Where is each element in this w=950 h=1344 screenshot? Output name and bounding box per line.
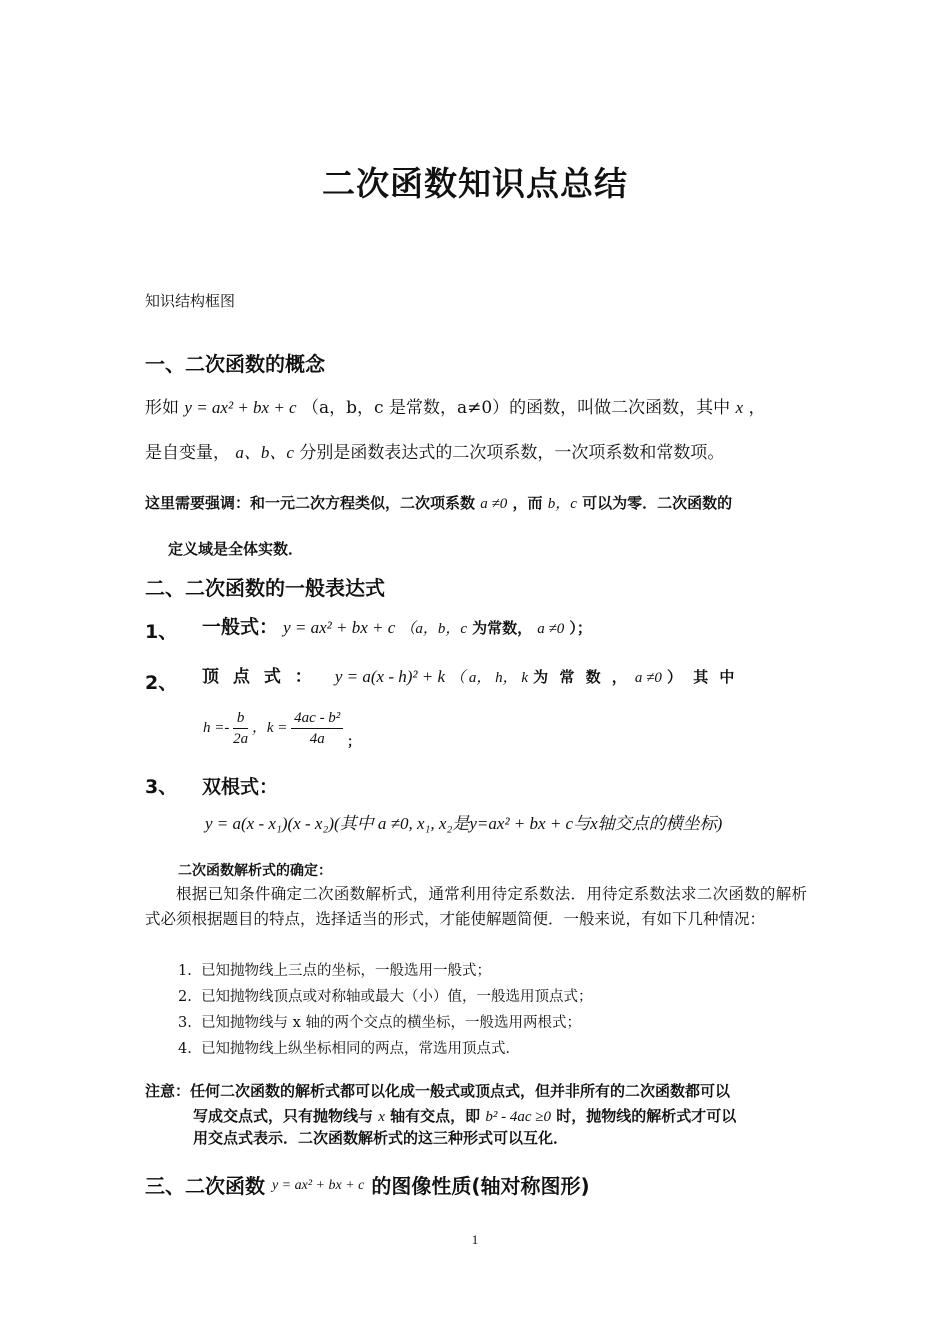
k-numerator: 4ac - b²	[291, 708, 343, 729]
determination-heading: 二次函数解析式的确定：	[178, 863, 332, 879]
item-vars: （ a， h， k	[450, 670, 529, 686]
list-number: 3.	[178, 1015, 192, 1031]
emphasis-note-line-2: 定义域是全体实数．	[168, 540, 304, 558]
var-x: x	[378, 1109, 385, 1125]
item-number: 2、	[145, 672, 178, 694]
list-item	[178, 1010, 593, 1036]
notice-label: 注意：	[145, 1082, 191, 1100]
item-label: 一般式：	[202, 616, 279, 638]
text: ） 其 中	[666, 668, 738, 686]
determination-paragraph: 根据已知条件确定二次函数解析式，通常利用待定系数法．用待定系数法求二次函数的解析式必须根据题目的特点，选择适当的形式，才能使解题简便．一般来说，有如下几种情况：	[145, 885, 807, 928]
text: 分别是函数表达式的二次项系数，一次项系数和常数项。	[299, 443, 725, 463]
item-2	[145, 668, 177, 695]
general-form-formula: y = ax² + bx + c	[283, 618, 396, 637]
section-1-line-2	[145, 438, 724, 463]
item-3	[145, 772, 177, 799]
item-1	[145, 617, 177, 644]
notice-line-1	[145, 1080, 730, 1101]
list-number: 1.	[178, 963, 192, 979]
section-2-heading: 二、二次函数的一般表达式	[145, 576, 385, 600]
h-def: h =-	[203, 719, 230, 736]
condition-bc: b，c	[547, 496, 577, 512]
text: 任何二次函数的解析式都可以化成一般式或顶点式，但并非所有的二次函数都可以	[190, 1082, 731, 1100]
text: 是自变量，	[145, 443, 230, 463]
text: 时，抛物线的解析式才可以	[556, 1107, 737, 1125]
item-1-body	[202, 612, 592, 639]
condition-a: a ≠0	[480, 496, 508, 512]
h-numerator: b	[233, 708, 248, 729]
section-3-heading	[145, 1170, 590, 1199]
text: 三、二次函数	[145, 1174, 265, 1198]
semicolon: ；	[347, 734, 361, 750]
text: 为常数，	[472, 619, 533, 637]
coefficient-vars: a、b、c	[235, 443, 294, 462]
text: 可以为零．二次函数的	[582, 494, 733, 512]
text: 这里需要强调：和一元二次方程类似，二次项系数	[145, 494, 476, 512]
text: ）；	[569, 619, 592, 637]
section-1-heading: 一、二次函数的概念	[145, 352, 325, 376]
var-x: x	[735, 398, 744, 417]
h-denominator: 2a	[233, 731, 249, 747]
heading-formula: y = ax² + bx + c	[271, 1178, 365, 1193]
list-item	[178, 1036, 593, 1062]
page-number: 1	[471, 1232, 479, 1247]
determination-list	[178, 958, 593, 1062]
notice-line-3: 用交点式表示．二次函数解析式的这三种形式可以互化．	[193, 1129, 569, 1147]
text: ，	[748, 398, 766, 418]
text: （a，b，c 是常数，a≠0）的函数，叫做二次函数，其中	[302, 398, 731, 418]
k-denominator: 4a	[309, 731, 325, 747]
list-text: 已知抛物线顶点或对称轴或最大（小）值，一般选用顶点式；	[201, 989, 593, 1005]
text: 的图像性质(轴对称图形)	[371, 1174, 590, 1198]
item-2-body	[202, 662, 807, 687]
emphasis-note-line-1	[145, 492, 732, 513]
item-vars: （a，b，c	[400, 621, 468, 637]
text: 轴有交点，即	[390, 1107, 481, 1125]
condition: a ≠0	[634, 670, 662, 686]
general-formula: y = ax² + bx + c	[184, 398, 297, 417]
text: 写成交点式，只有抛物线与	[193, 1107, 374, 1125]
framework-label: 知识结构框图	[145, 292, 236, 310]
list-number: 2.	[178, 989, 192, 1005]
k-fraction	[291, 708, 343, 749]
text: 形如	[145, 398, 179, 418]
item-label: 顶 点 式 ：	[202, 667, 316, 687]
notice-line-2	[193, 1105, 736, 1126]
list-text: 已知抛物线与 x 轴的两个交点的横坐标，一般选用两根式；	[201, 1015, 581, 1031]
item-number: 1、	[145, 621, 178, 643]
vertex-form-formula: y = a(x - h)² + k	[334, 667, 446, 686]
list-number: 4.	[178, 1041, 192, 1057]
discriminant-condition: b² - 4ac ≥0	[485, 1109, 552, 1125]
double-root-formula: y = a(x - x₁)(x - x₂)(其中 a ≠0, x₁, x₂是y=ax² + bx + c与x轴交点的横坐标)	[205, 814, 723, 833]
text: ，而	[512, 494, 543, 512]
list-item	[178, 984, 593, 1010]
k-def: ，k =	[251, 719, 288, 736]
vertex-coordinates	[203, 708, 360, 750]
page-title: 二次函数知识点总结	[322, 164, 628, 203]
list-text: 已知抛物线上三点的坐标，一般选用一般式；	[201, 963, 492, 979]
item-3-label: 双根式：	[202, 776, 279, 798]
h-fraction	[233, 708, 248, 749]
list-text: 已知抛物线上纵坐标相同的两点，常选用顶点式．	[201, 1041, 521, 1057]
list-item	[178, 958, 593, 984]
text: 为 常 数 ，	[533, 668, 630, 686]
section-1-line-1	[145, 393, 766, 418]
condition: a ≠0	[537, 621, 565, 637]
item-number: 3、	[145, 776, 178, 798]
